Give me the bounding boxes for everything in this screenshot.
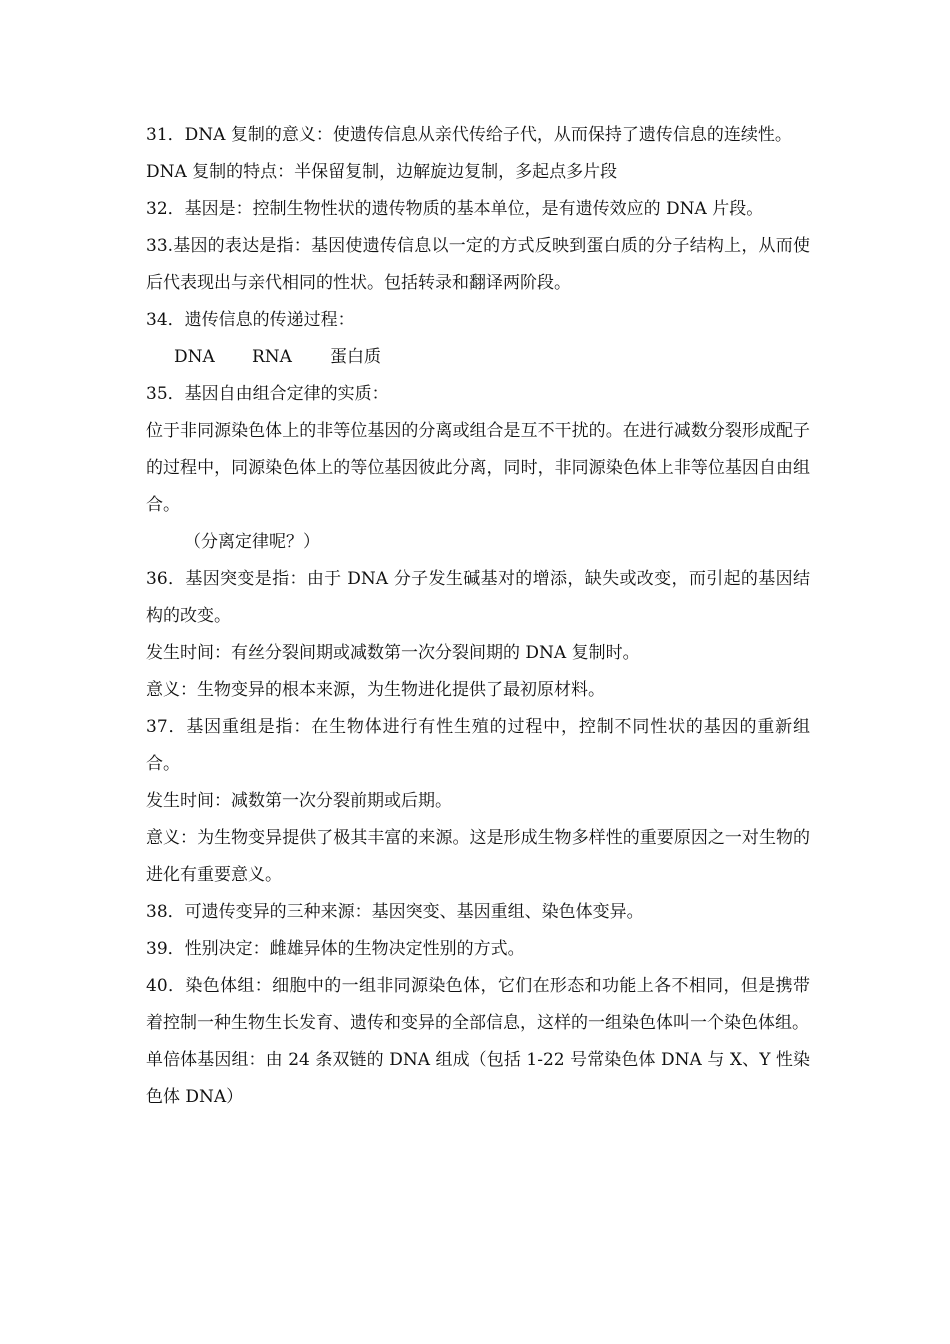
paragraph-40-genome: 单倍体基因组：由 24 条双链的 DNA 组成（包括 1-22 号常染色体 DNA 与 X、Y 性染色体 DNA） [146, 1050, 810, 1107]
paragraph-31-features: DNA 复制的特点：半保留复制，边解旋边复制，多起点多片段 [146, 162, 618, 182]
paragraph-37-meaning: 意义：为生物变异提供了极其丰富的来源。这是形成生物多样性的重要原因之一对生物的进化有重要意义。 [146, 828, 810, 885]
paragraph-35-note: （分离定律呢？） [184, 532, 320, 552]
transfer-flow [146, 339, 810, 376]
paragraph-38: 38．可遗传变异的三种来源：基因突变、基因重组、染色体变异。 [146, 902, 644, 922]
paragraph-31: 31．DNA 复制的意义：使遗传信息从亲代传给子代，从而保持了遗传信息的连续性。 [146, 125, 792, 145]
flow-dna: DNA [174, 347, 215, 367]
paragraph-35: 35．基因自由组合定律的实质： [146, 384, 389, 404]
paragraph-35-body: 位于非同源染色体上的非等位基因的分离或组合是互不干扰的。在进行减数分裂形成配子的过程中，同源染色体上的等位基因彼此分离，同时，非同源染色体上非等位基因自由组合。 [146, 421, 810, 515]
paragraph-36: 36．基因突变是指：由于 DNA 分子发生碱基对的增添，缺失或改变，而引起的基因结构的改变。 [146, 569, 810, 626]
paragraph-33: 33.基因的表达是指：基因使遗传信息以一定的方式反映到蛋白质的分子结构上，从而使后代表现出与亲代相同的性状。包括转录和翻译两阶段。 [146, 236, 810, 293]
paragraph-32: 32．基因是：控制生物性状的遗传物质的基本单位，是有遗传效应的 DNA 片段。 [146, 199, 764, 219]
paragraph-39: 39．性别决定：雌雄异体的生物决定性别的方式。 [146, 939, 525, 959]
paragraph-37-time: 发生时间：减数第一次分裂前期或后期。 [146, 791, 452, 811]
flow-rna: RNA [252, 347, 292, 367]
paragraph-36-meaning: 意义：生物变异的根本来源，为生物进化提供了最初原材料。 [146, 680, 605, 700]
flow-protein: 蛋白质 [330, 347, 381, 367]
paragraph-37: 37．基因重组是指：在生物体进行有性生殖的过程中，控制不同性状的基因的重新组合。 [146, 717, 810, 774]
paragraph-40: 40．染色体组：细胞中的一组非同源染色体，它们在形态和功能上各不相同，但是携带着控制一种生物生长发育、遗传和变异的全部信息，这样的一组染色体叫一个染色体组。 [146, 976, 810, 1033]
paragraph-34: 34．遗传信息的传递过程： [146, 310, 355, 330]
document-body [146, 117, 810, 1116]
paragraph-36-time: 发生时间：有丝分裂间期或减数第一次分裂间期的 DNA 复制时。 [146, 643, 640, 663]
